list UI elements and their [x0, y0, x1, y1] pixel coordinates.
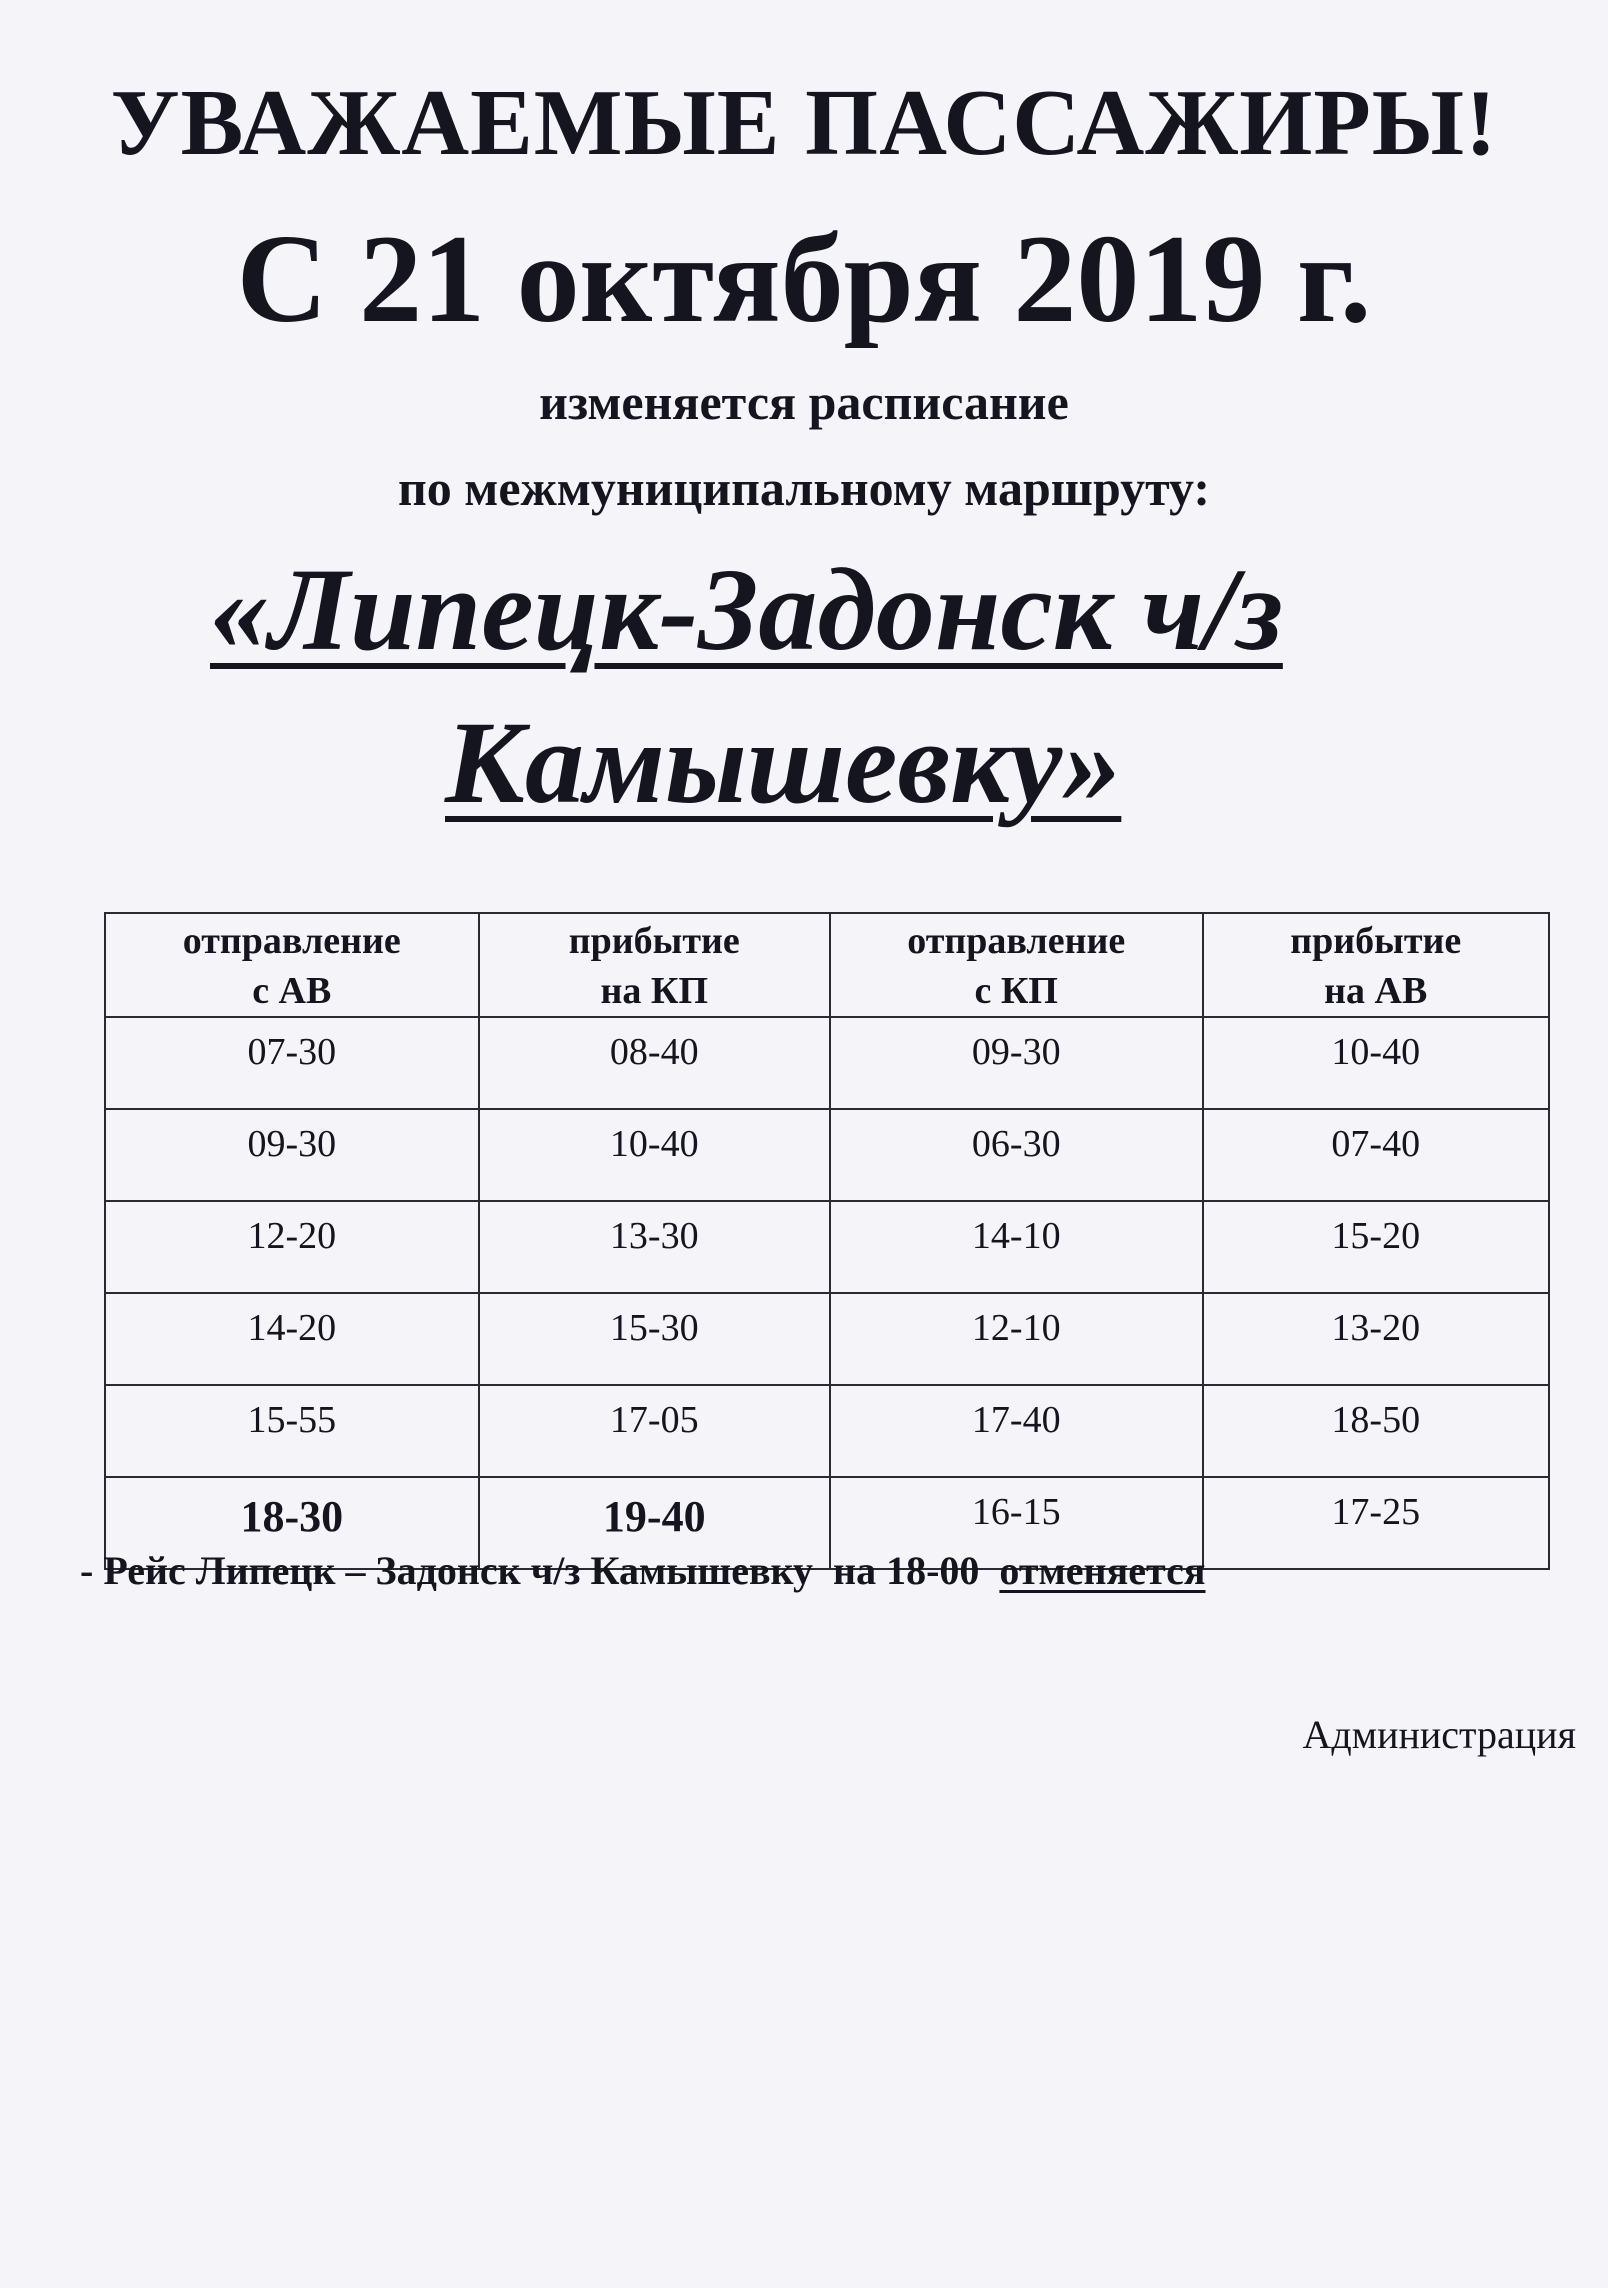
table-cell: 17-05: [479, 1385, 830, 1477]
table-cell: 16-15: [830, 1477, 1203, 1569]
table-row: [105, 1017, 1549, 1109]
table-cell: 07-40: [1203, 1109, 1549, 1201]
table-cell: 10-40: [479, 1109, 830, 1201]
table-cell: 13-30: [479, 1201, 830, 1293]
table-cell: 12-20: [105, 1201, 479, 1293]
header-arrival-kp: прибытие на КП: [479, 913, 830, 1017]
table-cell: 12-10: [830, 1293, 1203, 1385]
table-cell: 18-50: [1203, 1385, 1549, 1477]
note-status: отменяется: [999, 1548, 1206, 1593]
table-cell: 17-40: [830, 1385, 1203, 1477]
table-cell: 08-40: [479, 1017, 830, 1109]
schedule-header-row: [105, 913, 1549, 1017]
subtitle-line-1: изменяется расписание: [539, 374, 1069, 430]
table-row: [105, 1201, 1549, 1293]
header-departure-av: отправление с АВ: [105, 913, 479, 1017]
table-cell: 14-10: [830, 1201, 1203, 1293]
table-cell: 18-30: [105, 1477, 479, 1569]
schedule-table: [104, 912, 1550, 1570]
effective-date: С 21 октября 2019 г.: [236, 210, 1372, 349]
table-cell: 07-30: [105, 1017, 479, 1109]
table-cell: 15-30: [479, 1293, 830, 1385]
header-departure-kp: отправление с КП: [830, 913, 1203, 1017]
cancellation-note: [80, 1546, 1206, 1596]
route-name-line-1: «Липецк-Задонск ч/з: [210, 544, 1283, 675]
table-cell: 19-40: [479, 1477, 830, 1569]
table-row: [105, 1109, 1549, 1201]
table-cell: 06-30: [830, 1109, 1203, 1201]
header-arrival-av: прибытие на АВ: [1203, 913, 1549, 1017]
table-cell: 17-25: [1203, 1477, 1549, 1569]
table-cell: 14-20: [105, 1293, 479, 1385]
table-cell: 13-20: [1203, 1293, 1549, 1385]
table-cell: 10-40: [1203, 1017, 1549, 1109]
table-cell: 09-30: [830, 1017, 1203, 1109]
note-text: - Рейс Липецк – Задонск ч/з Камышевку на 18-00: [80, 1548, 1000, 1593]
route-name-line-2: Камышевку»: [445, 697, 1122, 828]
table-cell: 15-20: [1203, 1201, 1549, 1293]
subtitle-line-2: по межмуниципальному маршруту:: [397, 460, 1211, 516]
table-row: [105, 1385, 1549, 1477]
table-cell: 15-55: [105, 1385, 479, 1477]
table-cell: 09-30: [105, 1109, 479, 1201]
notice-title: УВАЖАЕМЫЕ ПАССАЖИРЫ!: [110, 71, 1498, 175]
table-row: [105, 1293, 1549, 1385]
signature: Администрация: [1302, 1712, 1576, 1757]
